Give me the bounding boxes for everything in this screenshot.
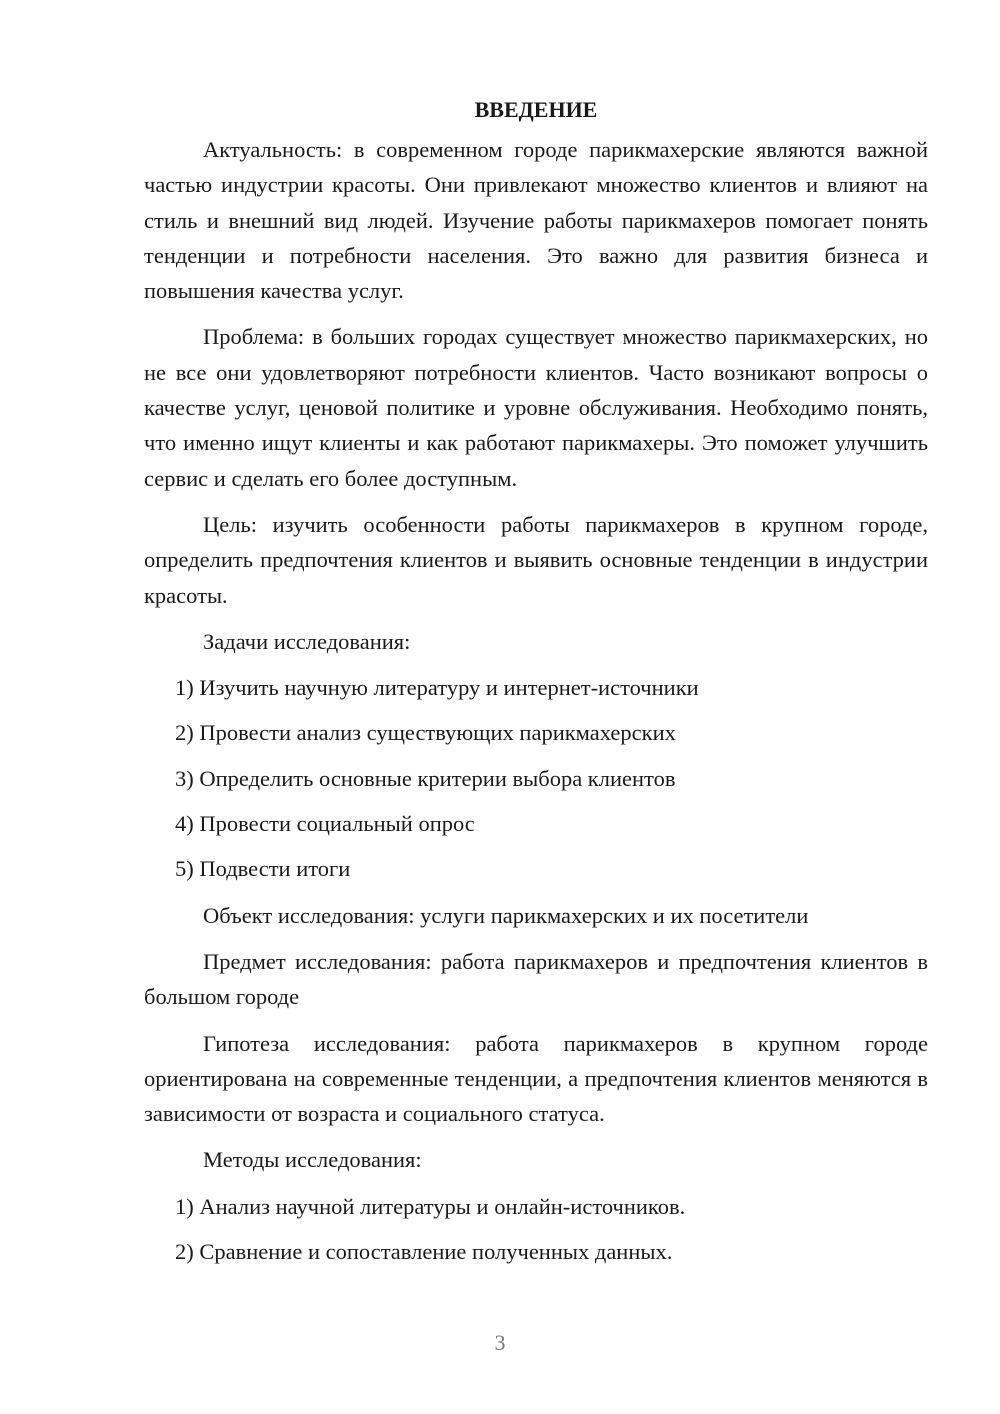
list-item: 1) Изучить научную литературу и интернет-источники: [175, 675, 699, 701]
list-item: 2) Сравнение и сопоставление полученных данных.: [175, 1239, 673, 1265]
relevance-paragraph: Актуальность: в современном городе парикмахерские являются важной частью индустрии красоты. Они привлекают множество клиентов и влияют на стиль и внешний вид людей. Изучение работы парикмахеров помогает понять тенденции и потребности населения. Это важно для развития бизнеса и повышения качества услуг.: [144, 137, 928, 304]
tasks-list: [144, 670, 928, 886]
hypothesis-paragraph: Гипотеза исследования: работа парикмахеров в крупном городе ориентирована на современные тенденции, а предпочтения клиентов меняются в зависимости от возраста и социального статуса.: [144, 1030, 928, 1127]
methods-list: [144, 1189, 928, 1270]
document-title: ВВЕДЕНИЕ: [474, 97, 598, 122]
problem-paragraph: Проблема: в больших городах существует множество парикмахерских, но не все они удовлетворяют потребности клиентов. Часто возникают вопросы о качестве услуг, ценовой политике и уровне обслуживания. Необходимо понять, что именно ищут клиенты и как работают парикмахеры. Это поможет улучшить сервис и сделать его более доступным.: [144, 324, 928, 491]
document-page: [144, 92, 928, 1280]
tasks-heading: Задачи исследования:: [203, 628, 411, 654]
list-item: 1) Анализ научной литературы и онлайн-источников.: [175, 1193, 686, 1219]
list-item: 5) Подвести итоги: [175, 856, 351, 882]
goal-paragraph: Цель: изучить особенности работы парикмахеров в крупном городе, определить предпочтения клиентов и выявить основные тенденции в индустрии красоты.: [144, 511, 928, 608]
subject-paragraph: Предмет исследования: работа парикмахеров и предпочтения клиентов в большом городе: [144, 948, 928, 1010]
page-number: 3: [494, 1330, 506, 1355]
list-item: 3) Определить основные критерии выбора клиентов: [175, 765, 676, 791]
methods-heading: Методы исследования:: [203, 1147, 422, 1173]
list-item: 4) Провести социальный опрос: [175, 811, 475, 837]
object-paragraph: Объект исследования: услуги парикмахерских и их посетители: [203, 902, 809, 928]
list-item: 2) Провести анализ существующих парикмахерских: [175, 720, 676, 746]
